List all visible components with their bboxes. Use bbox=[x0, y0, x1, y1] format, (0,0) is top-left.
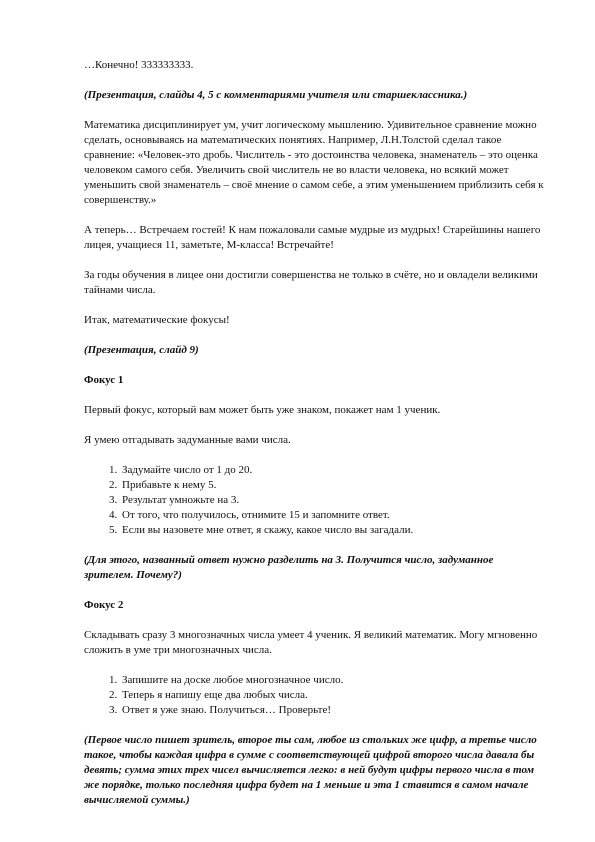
focus-1-steps bbox=[84, 463, 544, 538]
paragraph-perfection: За годы обучения в лицее они достигли совершенства не только в счёте, но и овладели великими тайнами числа. bbox=[84, 269, 538, 296]
focus-1-heading: Фокус 1 bbox=[84, 374, 124, 386]
focus-2-heading: Фокус 2 bbox=[84, 599, 124, 611]
list-item: 2. Прибавьте к нему 5. bbox=[120, 478, 544, 493]
paragraph-guests: А теперь… Встречаем гостей! К нам пожаловали самые мудрые из мудрых! Старейшины нашего лицея, учащиеся 11, заметьте, М-класса! Встречайте! bbox=[84, 224, 541, 251]
focus-1-note: (Для этого, названный ответ нужно разделить на 3. Получится число, задуманное зрителем. Почему?) bbox=[84, 554, 494, 581]
focus-2-intro: Складывать сразу 3 многозначных числа умеет 4 ученик. Я великий математик. Могу мгновенно сложить в уме три многозначных числа. bbox=[84, 629, 538, 656]
list-item: 5. Если вы назовете мне ответ, я скажу, какое число вы загадали. bbox=[120, 523, 544, 538]
list-item: 2. Теперь я напишу еще два любых числа. bbox=[120, 688, 544, 703]
list-item: 3. Результат умножьте на 3. bbox=[120, 493, 544, 508]
list-item: 4. От того, что получилось, отнимите 15 и запомните ответ. bbox=[120, 508, 544, 523]
focus-1-lead: Я умею отгадывать задуманные вами числа. bbox=[84, 434, 291, 446]
list-item: 1. Запишите на доске любое многозначное число. bbox=[120, 673, 544, 688]
list-item: 3. Ответ я уже знаю. Получиться… Проверьте! bbox=[120, 703, 544, 718]
paragraph-tolstoy-quote: Математика дисциплинирует ум, учит логическому мышлению. Удивительное сравнение можно сделать, основываясь на математических понятиях. Например, Л.Н.Толстой сделал такое сравнение: «Человек-это дробь. Числитель - это достоинства человека, знаменатель – это оценка человеком самого себя. Увеличить свой числитель не во власти человека, но всякий может уменьшить свой знаменатель – своё мнение о самом себе, а этим уменьшением приблизить себя к совершенству.» bbox=[84, 119, 544, 206]
focus-2-steps bbox=[84, 673, 544, 718]
paragraph-answer: …Конечно! 333333333. bbox=[84, 59, 194, 71]
paragraph-math-tricks: Итак, математические фокусы! bbox=[84, 314, 230, 326]
focus-1-intro: Первый фокус, который вам может быть уже знаком, покажет нам 1 ученик. bbox=[84, 404, 441, 416]
list-item: 1. Задумайте число от 1 до 20. bbox=[120, 463, 544, 478]
presentation-note-slide-9: (Презентация, слайд 9) bbox=[84, 344, 199, 356]
focus-2-note: (Первое число пишет зритель, второе ты сам, любое из стольких же цифр, а третье число такое, чтобы каждая цифра в сумме с соответствующей цифрой второго числа давала бы девять; сумма этих трех чисел вычисляется легко: в ней будут цифры первого числа в том же порядке, только последняя цифра будет на 1 меньше и эта 1 ставится в самом начале вычисляемой суммы.) bbox=[84, 734, 537, 806]
presentation-note-slides-4-5: (Презентация, слайды 4, 5 с комментариями учителя или старшеклассника.) bbox=[84, 89, 468, 101]
document-page bbox=[84, 58, 544, 823]
